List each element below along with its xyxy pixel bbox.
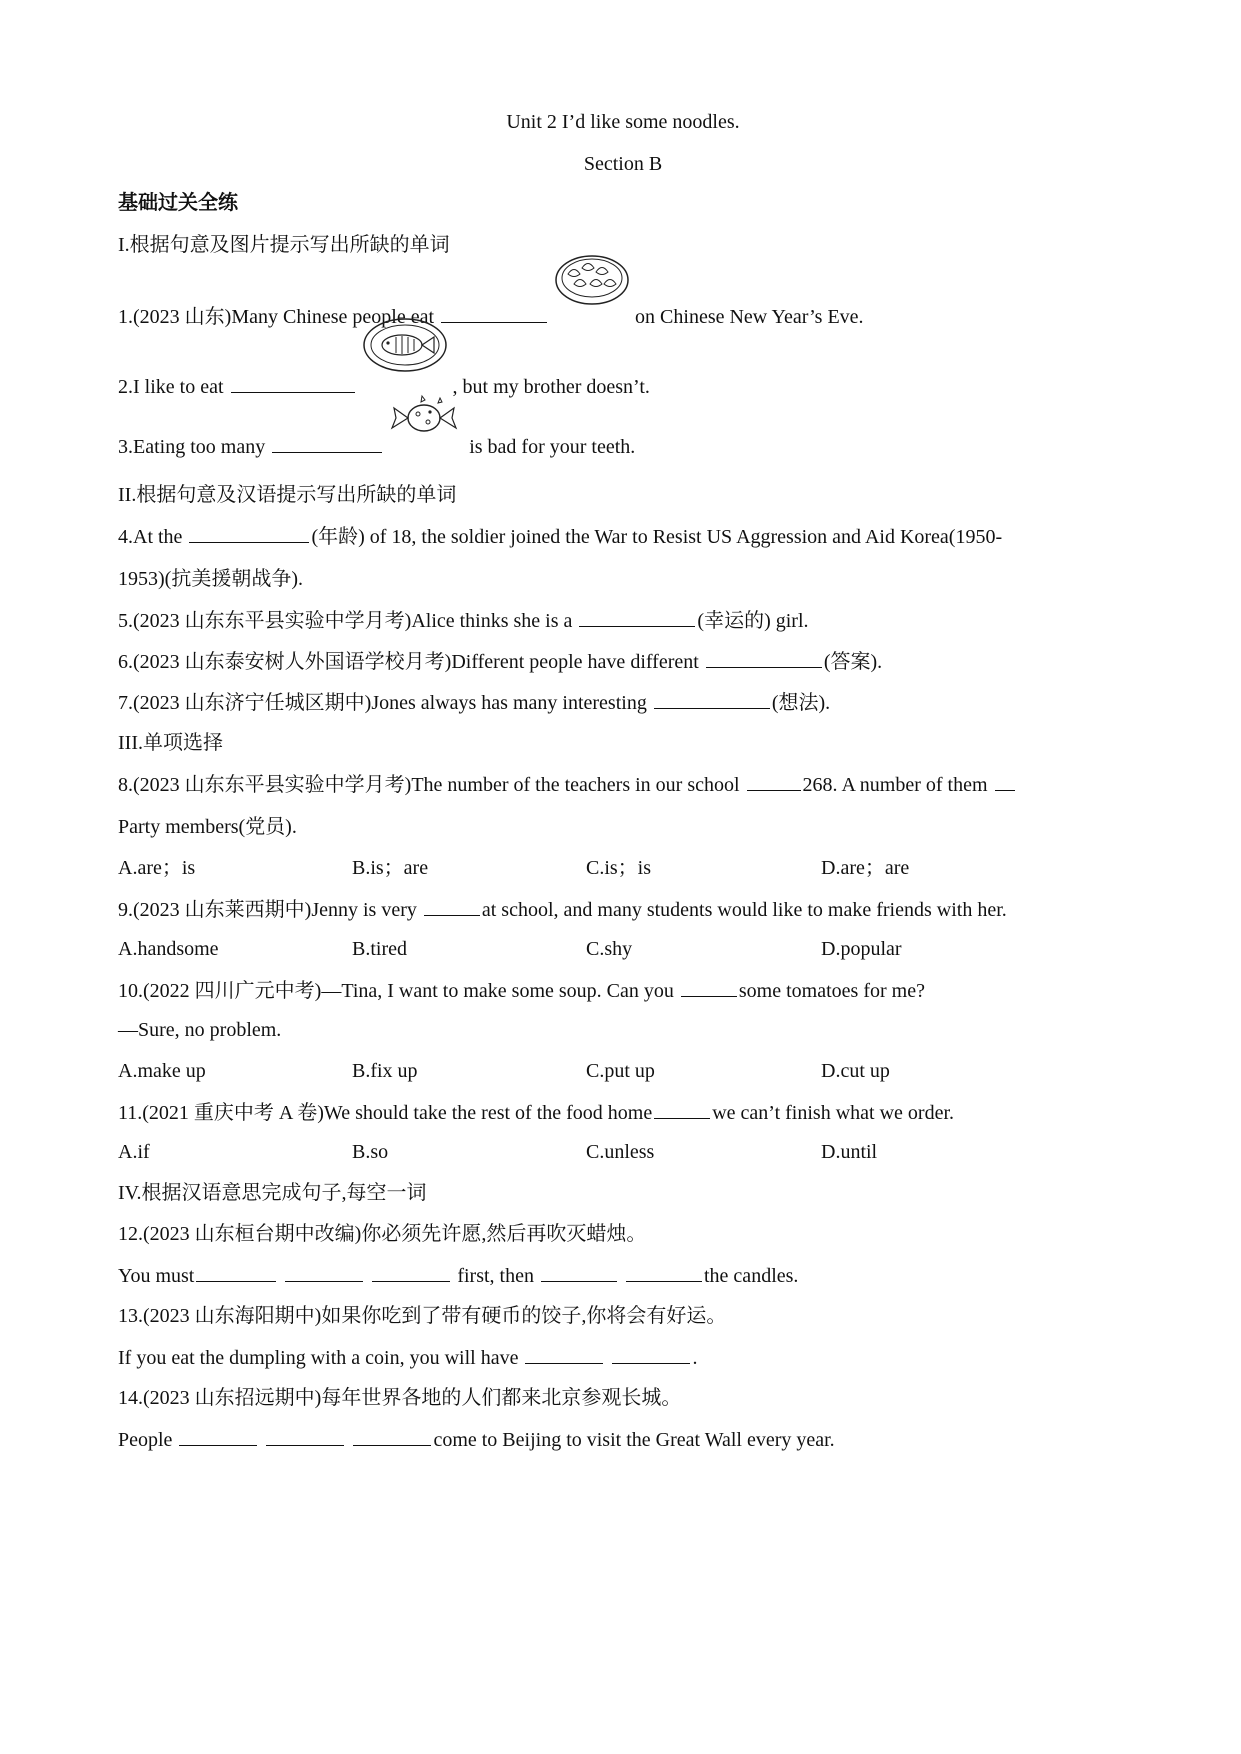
question-4 (118, 522, 1002, 551)
question-10 (118, 976, 925, 1005)
answer-blank-10[interactable] (681, 976, 737, 997)
answer-blank-5[interactable] (579, 606, 695, 627)
section-1-heading: I.根据句意及图片提示写出所缺的单词 (118, 234, 450, 256)
question-5-text-b: (幸运的) girl. (697, 610, 809, 632)
question-11 (118, 1098, 954, 1127)
question-11-text-a: 11.(2021 重庆中考 A 卷)We should take the rest of the food home (118, 1102, 653, 1124)
section-3-heading: III.单项选择 (118, 732, 223, 754)
question-5-text-a: 5.(2023 山东东平县实验中学月考)Alice thinks she is a (118, 610, 578, 632)
question-3-text-a: 3.Eating too many (118, 436, 271, 458)
question-1-text-b: on Chinese New Year’s Eve. (635, 306, 864, 328)
section-2-heading: II.根据句意及汉语提示写出所缺的单词 (118, 484, 457, 506)
question-13-text-a: If you eat the dumpling with a coin, you will have (118, 1347, 524, 1369)
answer-blank-14b[interactable] (266, 1425, 344, 1446)
q8-option-c[interactable]: C.is；is (586, 857, 652, 879)
question-12-prompt: 12.(2023 山东桓台期中改编)你必须先许愿,然后再吹灭蜡烛。 (118, 1223, 647, 1245)
q11-option-b[interactable]: B.so (352, 1141, 389, 1163)
question-14-text-b: come to Beijing to visit the Great Wall every year. (433, 1429, 835, 1451)
section-4-heading: IV.根据汉语意思完成句子,每空一词 (118, 1182, 427, 1204)
q10-option-a[interactable]: A.make up (118, 1060, 206, 1082)
q9-option-d[interactable]: D.popular (821, 938, 902, 960)
answer-blank-14a[interactable] (179, 1425, 257, 1446)
q10-option-d[interactable]: D.cut up (821, 1060, 890, 1082)
answer-blank-12e[interactable] (626, 1261, 702, 1282)
answer-blank-3[interactable] (272, 432, 382, 453)
answer-blank-12a[interactable] (196, 1261, 276, 1282)
q9-option-b[interactable]: B.tired (352, 938, 407, 960)
question-9-text-b: at school, and many students would like to make friends with her. (481, 899, 1007, 921)
question-12-text-a: You must (118, 1265, 195, 1287)
answer-blank-4[interactable] (189, 522, 309, 543)
answer-blank-8a[interactable] (747, 770, 801, 791)
question-6 (118, 647, 882, 676)
answer-blank-13a[interactable] (525, 1343, 603, 1364)
q11-option-a[interactable]: A.if (118, 1141, 150, 1163)
heading: 基础过关全练 (118, 190, 238, 214)
dumplings-plate-icon (554, 254, 630, 306)
question-9 (118, 895, 1007, 924)
question-8-text-a: 8.(2023 山东东平县实验中学月考)The number of the teachers in our school (118, 774, 745, 796)
question-4-text-a: 4.At the (118, 526, 188, 548)
question-13-prompt: 13.(2023 山东海阳期中)如果你吃到了带有硬币的饺子,你将会有好运。 (118, 1305, 727, 1327)
question-7 (118, 688, 830, 717)
question-8 (118, 770, 1017, 799)
question-4-continued: 1953)(抗美援朝战争). (118, 568, 303, 590)
question-3 (118, 432, 635, 461)
q8-option-b[interactable]: B.is；are (352, 857, 429, 879)
question-1-text-a: 1.(2023 山东)Many Chinese people eat (118, 306, 440, 328)
question-1 (118, 302, 864, 331)
answer-blank-9[interactable] (424, 895, 480, 916)
question-10-reply: —Sure, no problem. (118, 1019, 282, 1041)
question-12-text-b: first, then (452, 1265, 539, 1287)
answer-blank-1[interactable] (441, 302, 547, 323)
q9-option-a[interactable]: A.handsome (118, 938, 219, 960)
answer-blank-11[interactable] (654, 1098, 710, 1119)
fish-plate-icon (362, 313, 448, 373)
question-6-text-b: (答案). (823, 651, 883, 673)
question-5 (118, 606, 809, 635)
answer-blank-6[interactable] (706, 647, 822, 668)
question-13-text-b: . (692, 1347, 698, 1369)
question-14-text-a: People (118, 1429, 178, 1451)
question-2-text-b: , but my brother doesn’t. (452, 376, 650, 398)
question-7-text-b: (想法). (771, 692, 831, 714)
question-11-text-b: we can’t finish what we order. (712, 1102, 954, 1124)
q10-option-c[interactable]: C.put up (586, 1060, 655, 1082)
question-8-text-b: 268. A number of them (802, 774, 993, 796)
question-6-text-a: 6.(2023 山东泰安树人外国语学校月考)Different people have different (118, 651, 704, 673)
answer-blank-2[interactable] (231, 372, 355, 393)
answer-blank-12c[interactable] (372, 1261, 450, 1282)
question-8-continued: Party members(党员). (118, 816, 297, 838)
question-14-prompt: 14.(2023 山东招远期中)每年世界各地的人们都来北京参观长城。 (118, 1387, 682, 1409)
question-7-text-a: 7.(2023 山东济宁任城区期中)Jones always has many interesting (118, 692, 652, 714)
unit-title: Unit 2 I’d like some noodles. (506, 111, 740, 133)
q8-option-a[interactable]: A.are；is (118, 857, 196, 879)
answer-blank-8b[interactable] (995, 770, 1015, 791)
candy-icon (384, 392, 464, 440)
question-13 (118, 1343, 697, 1372)
question-12-text-c: the candles. (704, 1265, 799, 1287)
q10-option-b[interactable]: B.fix up (352, 1060, 418, 1082)
question-10-text-b: some tomatoes for me? (738, 980, 925, 1002)
question-9-text-a: 9.(2023 山东莱西期中)Jenny is very (118, 899, 422, 921)
q11-option-d[interactable]: D.until (821, 1141, 878, 1163)
q9-option-c[interactable]: C.shy (586, 938, 633, 960)
question-3-text-b: is bad for your teeth. (469, 436, 636, 458)
answer-blank-13b[interactable] (612, 1343, 690, 1364)
q8-option-d[interactable]: D.are；are (821, 857, 910, 879)
question-4-text-b: (年龄) of 18, the soldier joined the War to Resist US Aggression and Aid Korea(1950- (311, 526, 1003, 548)
question-2-text-a: 2.I like to eat (118, 376, 229, 398)
answer-blank-7[interactable] (654, 688, 770, 709)
section-title: Section B (583, 153, 663, 175)
question-12 (118, 1261, 798, 1290)
question-14 (118, 1425, 835, 1454)
question-10-text-a: 10.(2022 四川广元中考)—Tina, I want to make some soup. Can you (118, 980, 679, 1002)
q11-option-c[interactable]: C.unless (586, 1141, 655, 1163)
answer-blank-14c[interactable] (353, 1425, 431, 1446)
answer-blank-12b[interactable] (285, 1261, 363, 1282)
answer-blank-12d[interactable] (541, 1261, 617, 1282)
